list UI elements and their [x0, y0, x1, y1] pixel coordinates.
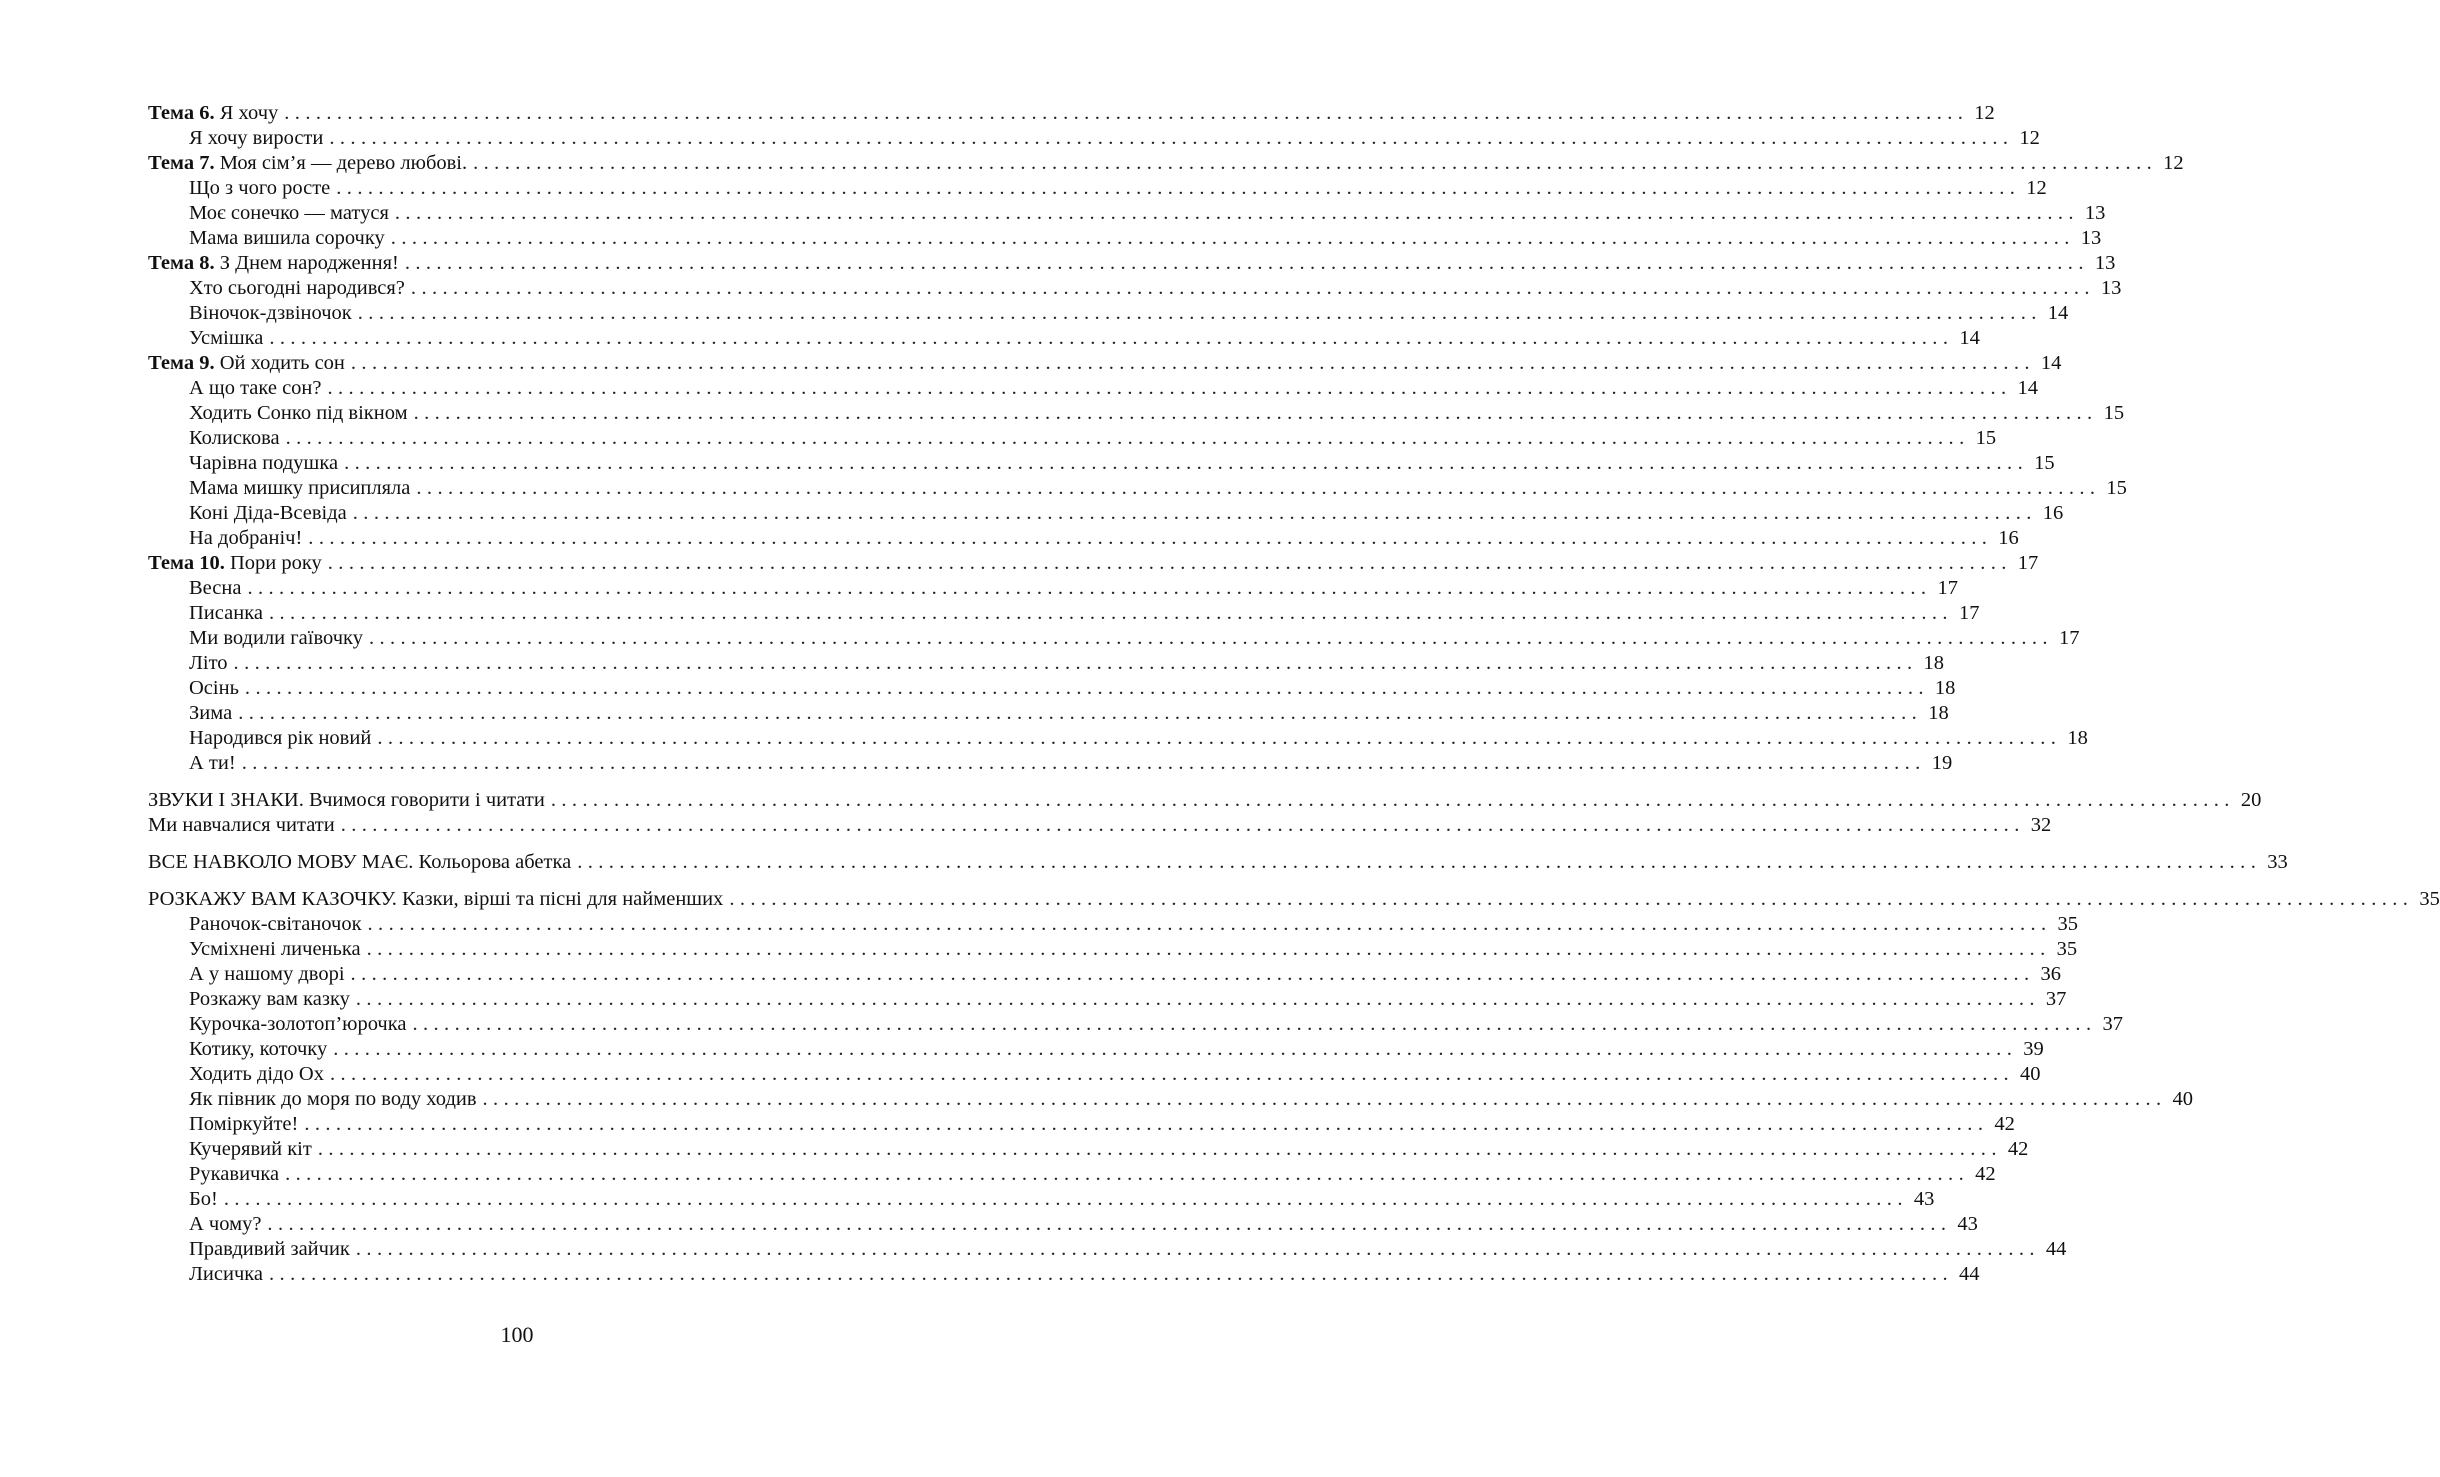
- dot-leader: ................................................................................................................................................................: [377, 727, 2062, 749]
- toc-entry-text: ЗВУКИ І ЗНАКИ. Вчимося говорити і читати: [148, 789, 545, 811]
- toc-entry-title: [189, 476, 410, 501]
- dot-leader: ................................................................................................................................................................: [304, 1113, 1989, 1135]
- toc-entry-text: Писанка: [189, 602, 263, 624]
- dot-leader: ................................................................................................................................................................: [267, 1213, 1952, 1235]
- toc-entry-title: [189, 601, 263, 626]
- toc-entry: [148, 962, 2062, 987]
- toc-entry: [148, 326, 1980, 351]
- toc-entry-text: З Днем народження!: [214, 252, 399, 274]
- toc-entry: [148, 1137, 2029, 1162]
- toc-entry: [148, 276, 2122, 301]
- toc-entry-page: 14: [2040, 352, 2062, 374]
- toc-entry-text: Пори року: [224, 552, 322, 574]
- toc-entry-page: 17: [1958, 602, 1980, 624]
- toc-entry: [148, 912, 2079, 937]
- toc-entry-text: Мама вишила сорочку: [189, 227, 385, 249]
- toc-entry-text: Народився рік новий: [189, 727, 372, 749]
- dot-leader: ................................................................................................................................................................: [410, 277, 2095, 299]
- toc-entry-text: Колискова: [189, 427, 280, 449]
- table-of-contents: [148, 101, 2440, 1287]
- toc-entry-title: [189, 937, 361, 962]
- dot-leader: ................................................................................................................................................................: [367, 913, 2052, 935]
- toc-entry-text: РОЗКАЖУ ВАМ КАЗОЧКУ. Казки, вірші та пісні для найменших: [148, 888, 724, 910]
- toc-entry-title: [189, 1012, 406, 1037]
- toc-entry-text: ВСЕ НАВКОЛО МОВУ МАЄ. Кольорова абетка: [148, 851, 572, 873]
- toc-entry-title: [189, 1062, 324, 1087]
- toc-entry: [148, 551, 2039, 576]
- toc-entry-page: 13: [2080, 227, 2102, 249]
- toc-entry-title: [189, 276, 405, 301]
- toc-entry-title: [189, 987, 350, 1012]
- dot-leader: ................................................................................................................................................................: [329, 127, 2014, 149]
- toc-entry: [148, 676, 1956, 701]
- toc-entry-page: 15: [2103, 402, 2125, 424]
- dot-leader: ................................................................................................................................................................: [340, 814, 2025, 836]
- toc-entry-title: [189, 326, 263, 351]
- dot-leader: ................................................................................................................................................................: [238, 702, 1923, 724]
- toc-entry-title: [189, 451, 338, 476]
- dot-leader: ................................................................................................................................................................: [344, 452, 2029, 474]
- toc-entry-text: Котику, коточку: [189, 1038, 328, 1060]
- toc-entry-text: А що таке сон?: [189, 377, 322, 399]
- toc-entry-page: 18: [2067, 727, 2088, 749]
- toc-entry-title: [189, 626, 363, 651]
- toc-entry-page: 19: [1931, 752, 1953, 774]
- toc-entry-title: [189, 912, 362, 937]
- toc-entry-text: Усмішка: [189, 327, 264, 349]
- toc-entry-title: [189, 1187, 218, 1212]
- toc-entry-title: [148, 788, 545, 813]
- dot-leader: ................................................................................................................................................................: [269, 1263, 1954, 1285]
- toc-entry: [148, 1237, 2067, 1262]
- toc-entry: [148, 1062, 2041, 1087]
- toc-entry-page: 16: [2042, 502, 2064, 524]
- toc-entry-page: 35: [2056, 938, 2078, 960]
- toc-entry-text: Ходить Сонко під вікном: [189, 402, 408, 424]
- toc-entry-text: Раночок-світаночок: [189, 913, 362, 935]
- toc-entry: [148, 751, 1953, 776]
- dot-leader: ................................................................................................................................................................: [404, 252, 2089, 274]
- dot-leader: ................................................................................................................................................................: [268, 602, 1953, 624]
- toc-entry-text: Правдивий зайчик: [189, 1238, 350, 1260]
- toc-entry-page: 40: [2020, 1063, 2041, 1085]
- toc-entry-text: Розкажу вам казку: [189, 988, 350, 1010]
- toc-entry-text: Курочка-золотоп’юрочка: [189, 1013, 407, 1035]
- toc-entry: [148, 101, 1995, 126]
- toc-entry-text: Лисичка: [189, 1263, 264, 1285]
- toc-entry-title: [189, 501, 347, 526]
- toc-entry-text: Зима: [189, 702, 233, 724]
- toc-entry-title: [148, 101, 278, 126]
- dot-leader: ................................................................................................................................................................: [357, 302, 2042, 324]
- toc-entry-text: Я хочу: [214, 102, 279, 124]
- dot-leader: ................................................................................................................................................................: [412, 1013, 2097, 1035]
- toc-entry-title: [148, 887, 723, 912]
- toc-entry-text: Коні Діда-Всевіда: [189, 502, 347, 524]
- dot-leader: ................................................................................................................................................................: [247, 577, 1932, 599]
- dot-leader: ................................................................................................................................................................: [550, 789, 2235, 811]
- toc-entry-title: [189, 1262, 263, 1287]
- toc-entry-title: [148, 351, 345, 376]
- toc-entry-page: 37: [2045, 988, 2067, 1010]
- toc-entry-text: Віночок-дзвіночок: [189, 302, 352, 324]
- toc-entry-page: 15: [2106, 477, 2127, 499]
- toc-entry: [148, 451, 2055, 476]
- toc-entry: [148, 501, 2064, 526]
- toc-entry-page: 42: [2007, 1138, 2029, 1160]
- toc-entry: [148, 626, 2080, 651]
- dot-leader: ................................................................................................................................................................: [327, 377, 2012, 399]
- toc-entry-page: 42: [1994, 1113, 2015, 1135]
- theme-number: Тема 10.: [148, 552, 225, 574]
- toc-entry-title: [189, 1112, 298, 1137]
- toc-entry-text: Що з чого росте: [189, 177, 331, 199]
- toc-entry-text: А ти!: [189, 752, 236, 774]
- toc-entry-title: [189, 201, 389, 226]
- toc-entry-text: Як півник до моря по воду ходив: [189, 1088, 477, 1110]
- dot-leader: ................................................................................................................................................................: [355, 1238, 2040, 1260]
- toc-entry-page: 36: [2040, 963, 2062, 985]
- toc-entry-text: Я хочу вирости: [189, 127, 324, 149]
- dot-leader: ................................................................................................................................................................: [352, 502, 2037, 524]
- toc-entry: [148, 576, 1958, 601]
- toc-entry-title: [189, 301, 352, 326]
- dot-leader: ................................................................................................................................................................: [308, 527, 1993, 549]
- toc-entry: [148, 251, 2116, 276]
- dot-leader: ................................................................................................................................................................: [285, 1163, 1970, 1185]
- toc-entry-page: 13: [2100, 277, 2122, 299]
- toc-entry: [148, 526, 2019, 551]
- dot-leader: ................................................................................................................................................................: [284, 102, 1969, 124]
- toc-entry-page: 32: [2030, 814, 2052, 836]
- toc-entry: [148, 601, 1980, 626]
- toc-entry-text: Ой ходить сон: [214, 352, 345, 374]
- toc-entry-title: [189, 1137, 312, 1162]
- dot-leader: ................................................................................................................................................................: [244, 677, 1929, 699]
- toc-entry-page: 44: [2045, 1238, 2067, 1260]
- dot-leader: ................................................................................................................................................................: [327, 552, 2012, 574]
- toc-entry-text: Поміркуйте!: [189, 1113, 299, 1135]
- toc-entry-text: Ми навчалися читати: [148, 814, 335, 836]
- toc-entry-page: 17: [2058, 627, 2080, 649]
- toc-entry-text: Моя сім’я — дерево любові.: [214, 152, 468, 174]
- page-number: 100: [500, 1322, 534, 1347]
- toc-entry-page: 12: [2026, 177, 2047, 199]
- toc-entry-page: 20: [2240, 789, 2262, 811]
- toc-entry-title: [189, 962, 345, 987]
- toc-entry-title: [189, 1237, 350, 1262]
- toc-entry-page: 42: [1975, 1163, 1996, 1185]
- toc-entry-title: [189, 126, 323, 151]
- toc-entry-text: Хто сьогодні народився?: [189, 277, 405, 299]
- toc-entry: [148, 887, 2440, 912]
- toc-entry-text: Весна: [189, 577, 242, 599]
- dot-leader: ................................................................................................................................................................: [482, 1088, 2167, 1110]
- toc-entry-page: 39: [2023, 1038, 2044, 1060]
- toc-entry-title: [189, 676, 239, 701]
- toc-entry-title: [148, 551, 322, 576]
- dot-leader: ................................................................................................................................................................: [223, 1188, 1908, 1210]
- dot-leader: ................................................................................................................................................................: [390, 227, 2075, 249]
- toc-entry: [148, 701, 1949, 726]
- toc-entry-text: Ходить дідо Ох: [189, 1063, 324, 1085]
- toc-entry-text: Ми водили гаївочку: [189, 627, 363, 649]
- toc-entry: [148, 376, 2038, 401]
- toc-entry-title: [189, 576, 241, 601]
- dot-leader: ................................................................................................................................................................: [285, 427, 1970, 449]
- theme-number: Тема 7.: [148, 152, 215, 174]
- toc-entry: [148, 126, 2040, 151]
- toc-entry-title: [189, 1037, 327, 1062]
- toc-entry-page: 12: [2019, 127, 2040, 149]
- dot-leader: ................................................................................................................................................................: [241, 752, 1926, 774]
- dot-leader: ................................................................................................................................................................: [394, 202, 2079, 224]
- toc-entry: [148, 1112, 2015, 1137]
- toc-entry-page: 37: [2102, 1013, 2123, 1035]
- dot-leader: ................................................................................................................................................................: [413, 402, 2098, 424]
- toc-entry: [148, 788, 2262, 813]
- toc-entry: [148, 426, 1997, 451]
- toc-entry: [148, 351, 2062, 376]
- dot-leader: ................................................................................................................................................................: [233, 652, 1918, 674]
- toc-entry-title: [189, 1162, 279, 1187]
- toc-entry: [148, 1262, 1980, 1287]
- toc-entry-page: 14: [1959, 327, 1980, 349]
- toc-entry-title: [189, 1087, 477, 1112]
- toc-entry-text: Рукавичка: [189, 1163, 280, 1185]
- dot-leader: ................................................................................................................................................................: [473, 152, 2158, 174]
- toc-entry-page: 12: [2163, 152, 2184, 174]
- dot-leader: ................................................................................................................................................................: [317, 1138, 2002, 1160]
- toc-entry-title: [189, 1212, 261, 1237]
- dot-leader: ................................................................................................................................................................: [368, 627, 2053, 649]
- toc-entry: [148, 1162, 1996, 1187]
- toc-entry: [148, 176, 2047, 201]
- dot-leader: ................................................................................................................................................................: [269, 327, 1954, 349]
- toc-entry-page: 35: [2419, 888, 2440, 910]
- theme-number: Тема 6.: [148, 102, 215, 124]
- dot-leader: ................................................................................................................................................................: [729, 888, 2414, 910]
- toc-entry: [148, 726, 2088, 751]
- toc-entry-text: А чому?: [189, 1213, 262, 1235]
- dot-leader: ................................................................................................................................................................: [577, 851, 2262, 873]
- toc-entry-text: Бо!: [189, 1188, 218, 1210]
- toc-entry: [148, 1037, 2044, 1062]
- toc-entry-title: [148, 813, 335, 838]
- toc-entry: [148, 937, 2078, 962]
- dot-leader: ................................................................................................................................................................: [350, 352, 2035, 374]
- toc-entry-title: [148, 151, 467, 176]
- toc-entry-text: Моє сонечко — матуся: [189, 202, 389, 224]
- toc-entry: [148, 1087, 2194, 1112]
- toc-entry-page: 13: [2084, 202, 2106, 224]
- toc-entry-text: Чарівна подушка: [189, 452, 339, 474]
- toc-entry-text: Осінь: [189, 677, 239, 699]
- dot-leader: ................................................................................................................................................................: [336, 177, 2021, 199]
- toc-entry: [148, 151, 2184, 176]
- toc-entry-title: [189, 651, 228, 676]
- toc-entry-page: 17: [1937, 577, 1958, 599]
- toc-entry-page: 40: [2172, 1088, 2194, 1110]
- toc-entry-title: [189, 376, 322, 401]
- toc-entry: [148, 476, 2127, 501]
- toc-entry-page: 14: [2017, 377, 2038, 399]
- toc-entry-title: [148, 251, 399, 276]
- theme-number: Тема 8.: [148, 252, 215, 274]
- toc-entry-page: 13: [2094, 252, 2116, 274]
- toc-entry-title: [189, 226, 385, 251]
- toc-entry-title: [189, 426, 280, 451]
- dot-leader: ................................................................................................................................................................: [355, 988, 2040, 1010]
- toc-entry-page: 16: [1998, 527, 2019, 549]
- toc-entry-text: А у нашому дворі: [189, 963, 345, 985]
- toc-entry-page: 17: [2017, 552, 2039, 574]
- dot-leader: ................................................................................................................................................................: [333, 1038, 2018, 1060]
- toc-entry-page: 43: [1957, 1213, 1978, 1235]
- toc-entry-page: 18: [1934, 677, 1956, 699]
- dot-leader: ................................................................................................................................................................: [350, 963, 2035, 985]
- toc-entry-text: Літо: [189, 652, 228, 674]
- toc-entry-page: 33: [2267, 851, 2288, 873]
- toc-entry: [148, 401, 2125, 426]
- toc-entry-page: 12: [1974, 102, 1995, 124]
- toc-entry: [148, 651, 1945, 676]
- toc-entry: [148, 1012, 2123, 1037]
- toc-entry-title: [148, 850, 571, 875]
- toc-entry-page: 15: [2034, 452, 2055, 474]
- toc-entry: [148, 1212, 1978, 1237]
- toc-entry-title: [189, 751, 236, 776]
- toc-entry-text: На добраніч!: [189, 527, 303, 549]
- toc-entry-text: Усміхнені личенька: [189, 938, 361, 960]
- theme-number: Тема 9.: [148, 352, 215, 374]
- toc-entry-title: [189, 526, 302, 551]
- toc-entry-title: [189, 401, 408, 426]
- dot-leader: ................................................................................................................................................................: [330, 1063, 2014, 1085]
- toc-entry-page: 15: [1975, 427, 1997, 449]
- toc-entry-text: Мама мишку присипляла: [189, 477, 411, 499]
- toc-entry-title: [189, 726, 371, 751]
- toc-entry: [148, 301, 2069, 326]
- toc-entry-page: 35: [2057, 913, 2079, 935]
- toc-entry-title: [189, 176, 330, 201]
- toc-entry: [148, 201, 2106, 226]
- toc-entry-page: 18: [1923, 652, 1945, 674]
- toc-entry: [148, 987, 2067, 1012]
- toc-entry: [148, 813, 2052, 838]
- toc-entry-text: Кучерявий кіт: [189, 1138, 312, 1160]
- toc-entry: [148, 1187, 1935, 1212]
- toc-entry-page: 14: [2047, 302, 2069, 324]
- toc-entry: [148, 226, 2102, 251]
- dot-leader: ................................................................................................................................................................: [366, 938, 2051, 960]
- toc-entry-title: [189, 701, 232, 726]
- toc-entry-page: 43: [1913, 1188, 1935, 1210]
- toc-entry-page: 44: [1959, 1263, 1980, 1285]
- dot-leader: ................................................................................................................................................................: [416, 477, 2101, 499]
- toc-entry: [148, 850, 2288, 875]
- toc-entry-page: 18: [1928, 702, 1949, 724]
